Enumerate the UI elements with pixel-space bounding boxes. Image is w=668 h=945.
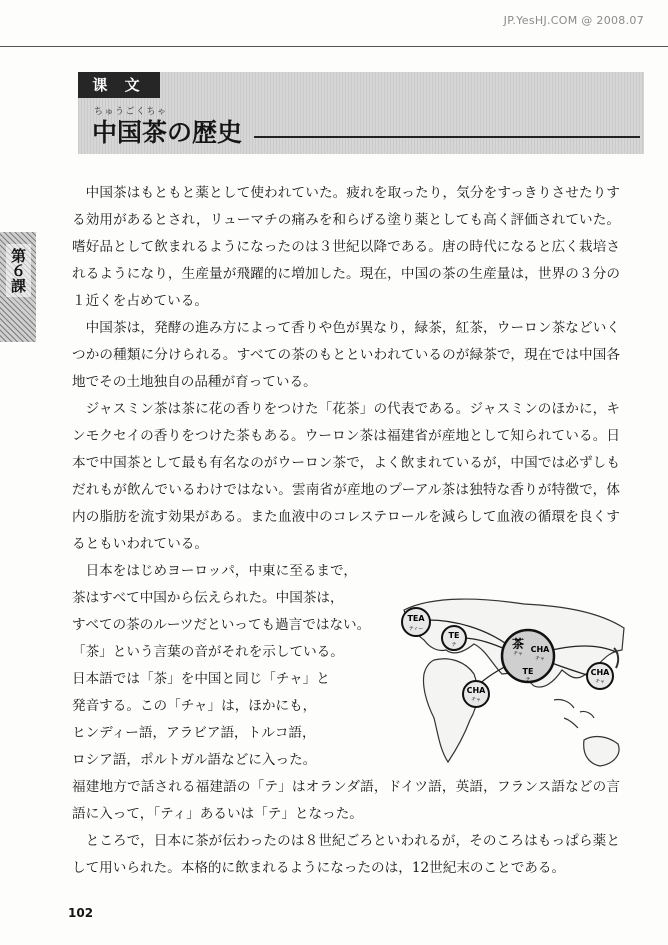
tea-circle-cha-south [463, 681, 489, 707]
chapter-side-tab-label: 第６課 [6, 244, 31, 297]
map-label-te-center: TE [522, 667, 534, 676]
map-furigana: チャ [595, 679, 605, 685]
paragraph: ジャスミン茶は茶に花の香りをつけた「花茶」の代表である。ジャスミンのほかに，キンモクセイの香りをつけた茶もある。ウーロン茶は福建省が産地として知られている。日本で中国茶として最も有名なのがウーロン茶で，よく飲まれているが，中国では必ずしもだれもが飲んでいるわけではない。雲南省が産地のプーアル茶は独特な香りが特徴で，体内の脂肪を流す効果がある。また血液中のコレステロールを減らして血液の循環を良くするともいわれている。 [72, 401, 620, 552]
paragraph: 中国茶は，発酵の進み方によって香りや色が異なり，緑茶，紅茶，ウーロン茶などいくつかの種類に分けられる。すべての茶のもとといわれているのが緑茶で，現在では中国各地でその土地独自の品種が育っている。 [72, 320, 620, 390]
map-label-te: TE [448, 631, 460, 640]
section-label: 课 文 [78, 72, 160, 98]
text-line: 発音する。この「チャ」は，ほかにも， [72, 698, 317, 714]
map-label-cha: CHA [530, 645, 550, 654]
text-line: すべての茶のルーツだといっても過言ではない。 [72, 617, 371, 633]
map-label-cha-japan: CHA [590, 668, 610, 677]
paragraph: ところで，日本に茶が伝わったのは８世紀ごろといわれるが，そのころはもっぱら薬として用いられた。本格的に飲まれるようになったのは，12世紀末のことである。 [72, 833, 620, 876]
map-furigana: チャ [535, 656, 545, 662]
top-rule [0, 46, 668, 47]
map-label-cha-kanji: 茶 [511, 637, 525, 651]
paragraph: 中国茶はもともと薬として使われていた。疲れを取ったり，気分をすっきりさせたりする効用があるとされ，リューマチの痛みを和らげる塗り薬としても高く評価されていた。嗜好品として飲まれるようになったのは３世紀以降である。唐の時代になると広く栽培されるようになり，生産量が飛躍的に増加した。現在，中国の茶の生産量は，世界の３分の１近くを占めている。 [72, 185, 620, 309]
text-line: 茶はすべて中国から伝えられた。中国茶は， [72, 590, 344, 606]
africa-landmass [423, 659, 477, 762]
lesson-body [72, 180, 620, 882]
map-label-cha-south: CHA [466, 686, 486, 695]
paragraph: 福建地方で話される福建語の「テ」はオランダ語，ドイツ語，英語，フランス語などの言語に入って，「ティ」あるいは「テ」となった。 [72, 779, 620, 822]
title-furigana: ちゅうごくちゃ [94, 107, 168, 117]
page-title: 中国茶の歴史 [92, 118, 243, 147]
map-furigana: テ [451, 642, 457, 648]
map-furigana: チャ [471, 697, 481, 703]
watermark: JP.YesHJ.COM @ 2008.07 [503, 14, 644, 27]
tea-circle-center [502, 630, 554, 683]
map-label-tea: TEA [407, 614, 425, 623]
tea-circle-cha-japan [587, 663, 613, 689]
text-line: 「茶」という言葉の音がそれを示している。 [72, 644, 344, 660]
map-furigana: ティー [408, 626, 424, 632]
text-line: 日本語では「茶」を中国と同じ「チャ」と [72, 671, 330, 687]
tea-spread-map [394, 590, 630, 770]
tea-circle-te-west [442, 626, 466, 650]
text-line: 日本をはじめヨーロッパ，中東に至るまで， [85, 563, 357, 579]
australia-landmass [584, 737, 619, 766]
page-number: 102 [68, 906, 94, 920]
text-line: ロシア語，ポルトガル語などに入った。 [72, 752, 317, 768]
world-map-illustration [394, 590, 630, 770]
tea-circle-tea [402, 608, 430, 636]
map-furigana: チャ [513, 651, 523, 657]
title-rule [254, 136, 640, 138]
map-furigana: テ [525, 677, 531, 683]
text-line: ヒンディー語，アラビア語，トルコ語， [72, 725, 316, 741]
wrapped-text-block [72, 558, 408, 774]
southeast-asia-islands [554, 699, 594, 728]
